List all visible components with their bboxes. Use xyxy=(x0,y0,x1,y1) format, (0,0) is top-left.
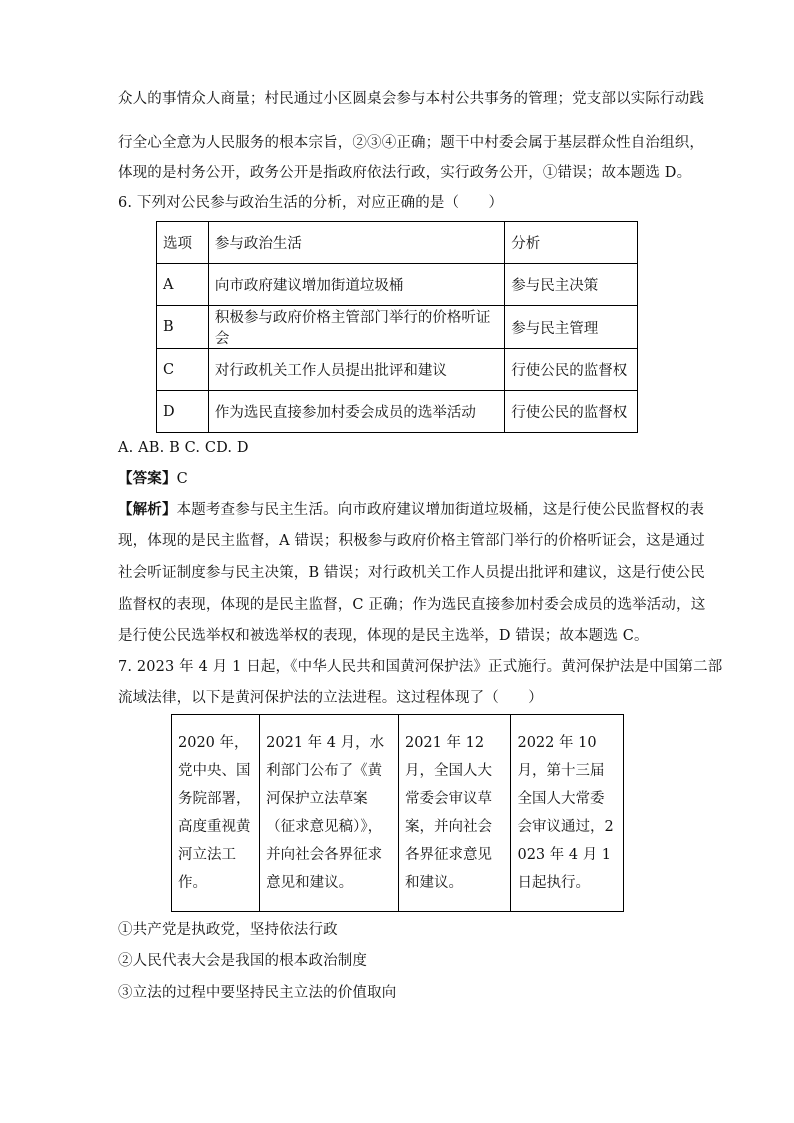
header-cell-analysis: 分析 xyxy=(505,222,638,264)
table-cell-activity: 对行政机关工作人员提出批评和建议 xyxy=(208,349,504,391)
table-row xyxy=(157,391,638,433)
question-6-table xyxy=(156,221,638,433)
table-cell-analysis: 行使公民的监督权 xyxy=(505,391,638,433)
timeline-cell-2021-dec: 2021 年 12 月，全国人大常委会审议草案，并向社会各界征求意见和建议。 xyxy=(398,715,510,912)
statement-1: ①共产党是执政党，坚持依法行政 xyxy=(118,922,338,938)
table-row xyxy=(157,349,638,391)
timeline-cell-2021-apr: 2021 年 4 月，水利部门公布了《黄河保护立法草案（征求意见稿）》，并向社会各界征求意见和建议。 xyxy=(260,715,399,912)
question-7-stem-line-2: 流域法律，以下是黄河保护法的立法进程。这过程体现了（ ） xyxy=(118,690,543,706)
statement-2: ②人民代表大会是我国的根本政治制度 xyxy=(118,953,368,969)
question-6-options: A. AB. B C. CD. D xyxy=(118,440,249,456)
question-7-stem-line-1: 7. 2023 年 4 月 1 日起，《中华人民共和国黄河保护法》正式施行。黄河保护法是中国第二部 xyxy=(118,659,723,675)
timeline-cell-2022-oct: 2022 年 10 月，第十三届全国人大常委会审议通过，2023 年 4 月 1 日起执行。 xyxy=(511,715,624,912)
answer-label: 【答案】 xyxy=(118,470,177,487)
table-cell-analysis: 参与民主决策 xyxy=(505,264,638,306)
table-cell-analysis: 参与民主管理 xyxy=(505,306,638,349)
table-cell-activity: 向市政府建议增加街道垃圾桶 xyxy=(208,264,504,306)
intro-line-1: 众人的事情众人商量；村民通过小区圆桌会参与本村公共事务的管理；党支部以实际行动践 xyxy=(118,91,704,107)
analysis-line-5: 是行使公民选举权和被选举权的表现，体现的是民主选举，D 错误；故本题选 C。 xyxy=(118,628,649,644)
table-row xyxy=(157,264,638,306)
header-cell-option: 选项 xyxy=(157,222,209,264)
table-cell-option: D xyxy=(157,391,209,433)
question-6-stem: 6. 下列对公民参与政治生活的分析，对应正确的是（ ） xyxy=(118,195,504,211)
table-cell-option: A xyxy=(157,264,209,306)
analysis-label: 【解析】 xyxy=(118,501,177,518)
analysis-text: 本题考查参与民主生活。向市政府建议增加街道垃圾桶，这是行使公民监督权的表 xyxy=(176,502,705,518)
table-cell-option: C xyxy=(157,349,209,391)
timeline-row xyxy=(172,715,624,912)
analysis-line-4: 监督权的表现，体现的是民主监督，C 正确；作为选民直接参加村委会成员的选举活动，这 xyxy=(118,597,706,613)
analysis-line-2: 现，体现的是民主监督，A 错误；积极参与政府价格主管部门举行的价格听证会，这是通过 xyxy=(118,533,705,549)
table-cell-activity: 作为选民直接参加村委会成员的选举活动 xyxy=(208,391,504,433)
intro-line-3: 体现的是村务公开，政务公开是指政府依法行政，实行政务公开，①错误；故本题选 D。 xyxy=(118,165,692,181)
table-cell-activity: 积极参与政府价格主管部门举行的价格听证会 xyxy=(208,306,504,349)
legislation-timeline-table xyxy=(171,714,624,912)
answer-value: C xyxy=(176,471,188,487)
timeline-cell-2020: 2020 年，党中央、国务院部署，高度重视黄河立法工作。 xyxy=(172,715,260,912)
header-cell-activity: 参与政治生活 xyxy=(208,222,504,264)
table-row xyxy=(157,306,638,349)
table-cell-option: B xyxy=(157,306,209,349)
analysis-line-3: 社会听证制度参与民主决策，B 错误；对行政机关工作人员提出批评和建议，这是行使公民 xyxy=(118,565,705,581)
table-cell-analysis: 行使公民的监督权 xyxy=(505,349,638,391)
intro-line-2: 行全心全意为人民服务的根本宗旨，②③④正确；题干中村委会属于基层群众性自治组织， xyxy=(118,135,704,151)
statement-3: ③立法的过程中要坚持民主立法的价值取向 xyxy=(118,985,397,1001)
analysis-line-1 xyxy=(118,500,704,520)
question-6-answer xyxy=(118,469,188,489)
table-header-row xyxy=(157,222,638,264)
